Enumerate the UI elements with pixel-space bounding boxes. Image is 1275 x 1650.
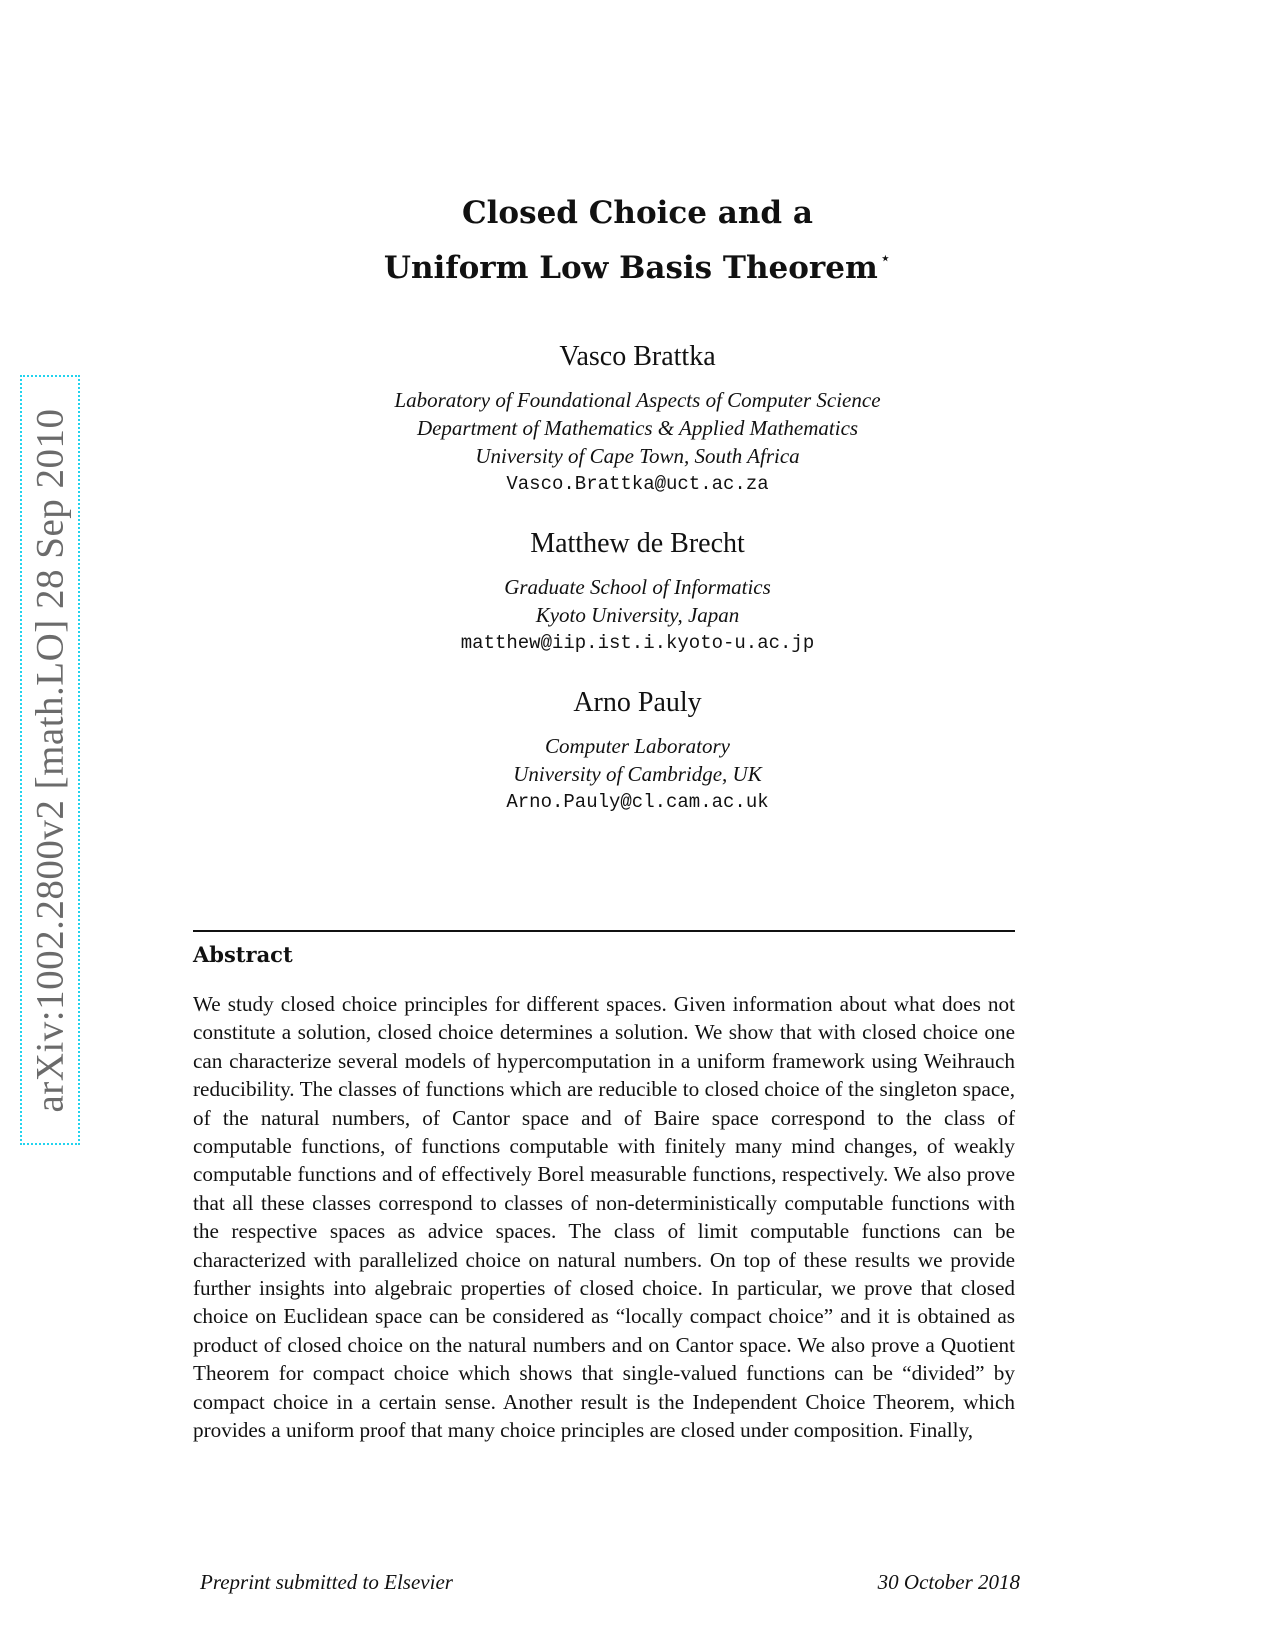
title-line-2-text: Uniform Low Basis Theorem: [383, 250, 878, 286]
author-name: Arno Pauly: [573, 687, 702, 718]
author-name: Vasco Brattka: [559, 341, 716, 372]
title-line-2: [0, 236, 1275, 291]
title-footnote-star: ⋆: [879, 248, 892, 269]
author-block-pauly: [0, 686, 1275, 816]
affiliation-line: Laboratory of Foundational Aspects of Computer Science: [394, 388, 881, 412]
affiliation-line: University of Cape Town, South Africa: [475, 444, 800, 468]
footer-preprint-note: Preprint submitted to Elsevier: [200, 1570, 453, 1594]
paper-title: [0, 190, 1275, 291]
author-email[interactable]: Arno.Pauly@cl.cam.ac.uk: [506, 791, 769, 813]
arxiv-identifier: arXiv:1002.2800v2 [math.LO] 28 Sep 2010: [28, 407, 72, 1113]
author-email[interactable]: Vasco.Brattka@uct.ac.za: [506, 473, 769, 495]
abstract-text: We study closed choice principles for different spaces. Given information about what does not constitute a solution, closed choice determines a solution. We show that with closed choice one can characterize several models of hypercomputation in a uniform framework using Weihrauch reducibility. The classes of functions which are reducible to closed choice of the singleton space, of the natural numbers, of Cantor space and of Baire space correspond to the class of computable functions, of functions computable with finitely many mind changes, of weakly computable functions and of effectively Borel measurable functions, respectively. We also prove that all these classes correspond to classes of non-deterministically computable functions with the respective spaces as advice spaces. The class of limit computable functions can be characterized with parallelized choice on natural numbers. On top of these results we provide further insights into algebraic properties of closed choice. In particular, we prove that closed choice on Euclidean space can be considered as “locally compact choice” and it is obtained as product of closed choice on the natural numbers and on Cantor space. We also prove a Quotient Theorem for compact choice which shows that single-valued functions can be “divided” by compact choice in a certain sense. Another result is the Independent Choice Theorem, which provides a uniform proof that many choice principles are closed under composition. Finally,: [193, 992, 1015, 1443]
affiliation-line: University of Cambridge, UK: [513, 762, 762, 786]
abstract-divider: [193, 930, 1015, 932]
affiliation-line: Kyoto University, Japan: [535, 603, 740, 627]
author-name: Matthew de Brecht: [530, 528, 745, 559]
author-block-de-brecht: [0, 527, 1275, 657]
affiliation-line: Department of Mathematics & Applied Mathematics: [416, 416, 859, 440]
abstract-heading: Abstract: [193, 942, 293, 967]
affiliation-line: Graduate School of Informatics: [504, 575, 771, 599]
title-line-1: Closed Choice and a: [461, 195, 813, 231]
author-email[interactable]: matthew@iip.ist.i.kyoto-u.ac.jp: [460, 632, 815, 654]
footer-date: 30 October 2018: [877, 1570, 1020, 1594]
author-block-brattka: [0, 340, 1275, 498]
affiliation-line: Computer Laboratory: [545, 734, 730, 758]
